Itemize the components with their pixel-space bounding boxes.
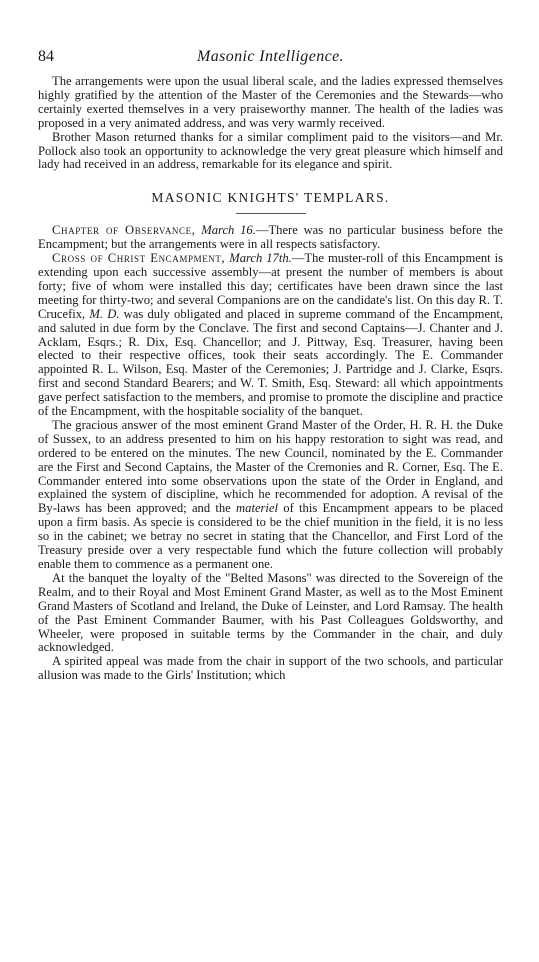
page-header: [38, 48, 503, 68]
intro-paragraph-2: Brother Mason returned thanks for a similar compliment paid to the visitors—and Mr. Pollock also took an opportunity to acknowledge the very great pleasure which himself and lady had received in an address, remarkable for its elegance and spirit.: [38, 129, 503, 172]
chapter-text: —There was no particular business before the Encampment; but the arrangements were in all respects satisfactory.: [38, 223, 503, 252]
paragraph-banquet: At the banquet the loyalty of the "Belted Masons" was directed to the Sovereign of the Realm, and to their Royal and Most Eminent Grand Master, as well as to the Most Eminent Grand Masters of Scotland and Ireland, the Duke of Leinster, and Lord Ramsay. The health of the Past Eminent Commander Baumer, with his Past Colleagues Goldsworthy, and Wheeler, were proposed in suitable terms by the Commander in the chair, and duly acknowledged.: [38, 570, 503, 655]
intro-paragraph-1: The arrangements were upon the usual liberal scale, and the ladies expressed themselves highly gratified by the attention of the Master of the Ceremonies and the Stewards—who certainly exerted themselves in a very praiseworthy manner. The health of the ladies was proposed in a very animated address, and was very warmly received.: [38, 74, 503, 130]
chapter-lead: Chapter of Observance,: [52, 223, 196, 238]
cross-date: March 17th.: [229, 251, 292, 266]
running-title: Masonic Intelligence.: [196, 48, 345, 65]
paragraph-cross-of-christ: [38, 252, 503, 419]
answer-text-a: The gracious answer of the most eminent Grand Master of the Order, H. R. H. the Duke of Sussex, to an address presented to him on his happy restoration to sight was read, and ordered to be entered on the minutes. The new Council, nominated by the E. Commander are the First and Second Captains, the Master of the Cremonies and R. Corner, Esq. The E. Commander entered into some observations upon the state of the Order in England, and explained the system of discipline, which he recommended for adoption. A revisal of the By-laws has been approved; and the: [38, 417, 503, 516]
page-body: [38, 75, 503, 683]
cross-text-b: was duly obligated and placed in supreme command of the Encampment, and saluted in due form by the Conclave. The first and second Captains—J. Chanter and J. Acklam, Esqrs.; R. Dix, Esq. Chancellor; and J. Pittway, Esq. Treasurer, having been elected to their respective offices, took their seats accordingly. The E. Commander appointed R. L. Wilson, Esq. Master of the Ceremonies; J. Partridge and J. Clarke, Esqrs. first and second Standard Bearers; and W. T. Smith, Esq. Steward: all which appointments gave perfect satisfaction to the members, and promise to promote the discipline and practice of the Encampment, with the hospitable sociality of the banquet.: [38, 306, 504, 419]
paragraph-chapter-of-observance: [38, 224, 503, 252]
paragraph-gracious-answer: [38, 419, 503, 572]
answer-text-b: of this Encampment appears to be placed upon a firm basis. As specie is considered to be the chief munition in the field, it is no less so in the cabinet; we betray no secret in stating that the Chancellor, and First Lord of the Treasury preside over a very respectable fund which the future collection will probably enable them to commence as a permanent one.: [38, 501, 504, 571]
section-title: MASONIC KNIGHTS' TEMPLARS.: [151, 190, 390, 206]
cross-md: M. D.: [89, 306, 120, 321]
section-title-rule: [236, 213, 306, 214]
paragraph-appeal: A spirited appeal was made from the chair in support of the two schools, and particular allusion was made to the Girls' Institution; which: [38, 654, 503, 683]
cross-text-a: —The muster-roll of this Encampment is extending upon each successive assembly—at present the number of members is about forty; five of whom were installed this day; certificates have been drawn since the last meeting for thirty-two; and several Companions are on the candidate's list. On this day R. T. Crucefix,: [38, 251, 503, 321]
cross-lead: Cross of Christ Encampment,: [52, 251, 226, 266]
page-number: 84: [38, 48, 54, 65]
answer-materiel: materiel: [236, 501, 279, 516]
chapter-date: March 16.: [201, 223, 256, 238]
